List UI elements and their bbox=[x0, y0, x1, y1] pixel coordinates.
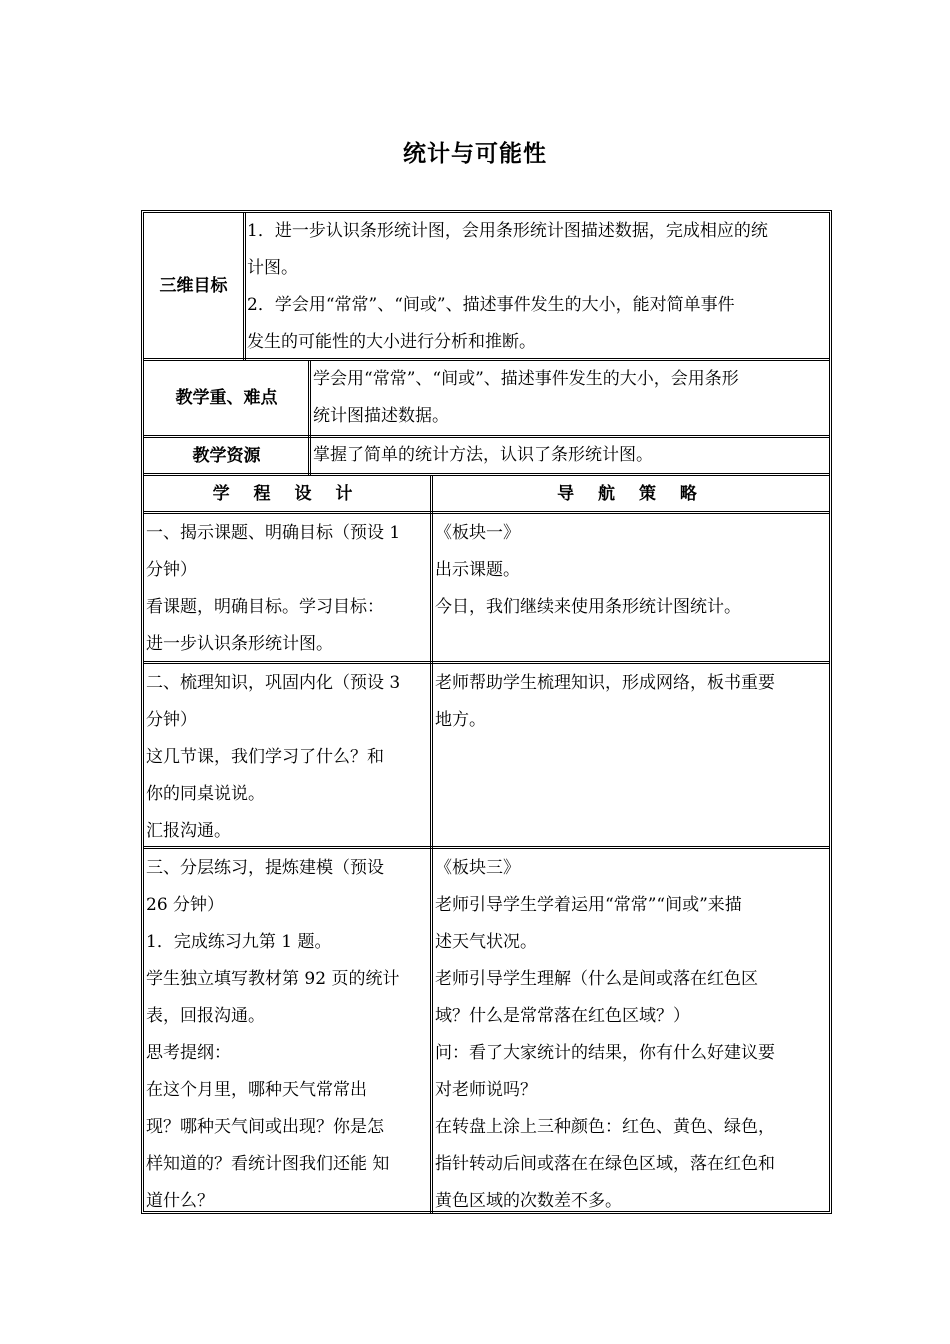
study-line: 二、梳理知识，巩固内化（预设 3 bbox=[146, 673, 401, 693]
study-line: 思考提纲： bbox=[146, 1043, 231, 1063]
guidance-line: 问：看了大家统计的结果，你有什么好建议要 bbox=[435, 1043, 775, 1063]
guidance-line: 在转盘上涂上三种颜色：红色、黄色、绿色， bbox=[435, 1117, 775, 1137]
column-header-study-design: 学 程 设 计 bbox=[212, 484, 362, 504]
guidance-line: 域？什么是常常落在红色区域？） bbox=[435, 1006, 690, 1026]
guidance-line: 出示课题。 bbox=[435, 560, 520, 580]
study-line: 这几节课，我们学习了什么？和 bbox=[146, 747, 384, 767]
study-line: 现？哪种天气间或出现？你是怎 bbox=[146, 1117, 384, 1137]
key-points-label: 教学重、难点 bbox=[175, 388, 278, 408]
resources-line: 掌握了简单的统计方法，认识了条形统计图。 bbox=[313, 445, 653, 465]
study-line: 学生独立填写教材第 92 页的统计 bbox=[146, 969, 400, 989]
table-rule bbox=[308, 438, 311, 476]
resources-label: 教学资源 bbox=[192, 446, 261, 466]
guidance-line: 述天气状况。 bbox=[435, 932, 537, 952]
column-header-guidance-strategy: 导 航 策 略 bbox=[557, 484, 706, 504]
guidance-line: 老师引导学生学着运用“常常”“间或”来描 bbox=[435, 895, 742, 915]
lesson-plan-table bbox=[141, 210, 832, 1214]
study-line: 分钟） bbox=[146, 710, 197, 730]
guidance-line: 对老师说吗？ bbox=[435, 1080, 537, 1100]
section-1-guidance bbox=[433, 514, 830, 662]
study-line: 样知道的？看统计图我们还能 知 bbox=[146, 1154, 390, 1174]
study-line: 26 分钟） bbox=[146, 895, 225, 915]
guidance-line: 今日，我们继续来使用条形统计图统计。 bbox=[435, 597, 741, 617]
goals-line: 1．进一步认识条形统计图，会用条形统计图描述数据，完成相应的统 bbox=[247, 221, 768, 241]
guidance-line: 地方。 bbox=[435, 710, 486, 730]
resources-content bbox=[311, 438, 830, 474]
goals-line: 2．学会用“常常”、“间或”、描述事件发生的大小，能对简单事件 bbox=[247, 295, 735, 315]
section-1-study bbox=[144, 514, 430, 662]
page-title: 统计与可能性 bbox=[403, 141, 547, 167]
study-line: 三、分层练习，提炼建模（预设 bbox=[146, 858, 384, 878]
study-line: 汇报沟通。 bbox=[146, 821, 231, 841]
goals-content bbox=[245, 213, 832, 358]
study-line: 在这个月里，哪种天气常常出 bbox=[146, 1080, 367, 1100]
goals-line: 计图。 bbox=[247, 258, 298, 278]
study-line: 道什么？ bbox=[146, 1191, 214, 1211]
section-3-guidance bbox=[433, 849, 830, 1213]
guidance-line: 指针转动后间或落在在绿色区域，落在红色和 bbox=[435, 1154, 775, 1174]
guidance-line: 黄色区域的次数差不多。 bbox=[435, 1191, 622, 1211]
guidance-line: 《板块三》 bbox=[435, 858, 520, 878]
study-line: 1．完成练习九第 1 题。 bbox=[146, 932, 332, 952]
study-line: 进一步认识条形统计图。 bbox=[146, 634, 333, 654]
table-rule bbox=[243, 213, 246, 360]
guidance-line: 老师帮助学生梳理知识，形成网络，板书重要 bbox=[435, 673, 775, 693]
study-line: 看课题，明确目标。学习目标： bbox=[146, 597, 384, 617]
key-points-content bbox=[311, 361, 830, 435]
study-line: 一、揭示课题、明确目标（预设 1 bbox=[146, 523, 401, 543]
section-3-study bbox=[144, 849, 430, 1213]
study-line: 表，回报沟通。 bbox=[146, 1006, 265, 1026]
section-2-guidance bbox=[433, 664, 830, 848]
section-2-study bbox=[144, 664, 430, 848]
goals-label: 三维目标 bbox=[159, 275, 228, 296]
study-line: 你的同桌说说。 bbox=[146, 784, 265, 804]
table-rule bbox=[308, 361, 311, 437]
key-points-line: 统计图描述数据。 bbox=[313, 406, 449, 426]
guidance-line: 老师引导学生理解（什么是间或落在红色区 bbox=[435, 969, 758, 989]
goals-line: 发生的可能性的大小进行分析和推断。 bbox=[247, 332, 536, 352]
study-line: 分钟） bbox=[146, 560, 197, 580]
guidance-line: 《板块一》 bbox=[435, 523, 520, 543]
key-points-line: 学会用“常常”、“间或”、描述事件发生的大小，会用条形 bbox=[313, 369, 739, 389]
